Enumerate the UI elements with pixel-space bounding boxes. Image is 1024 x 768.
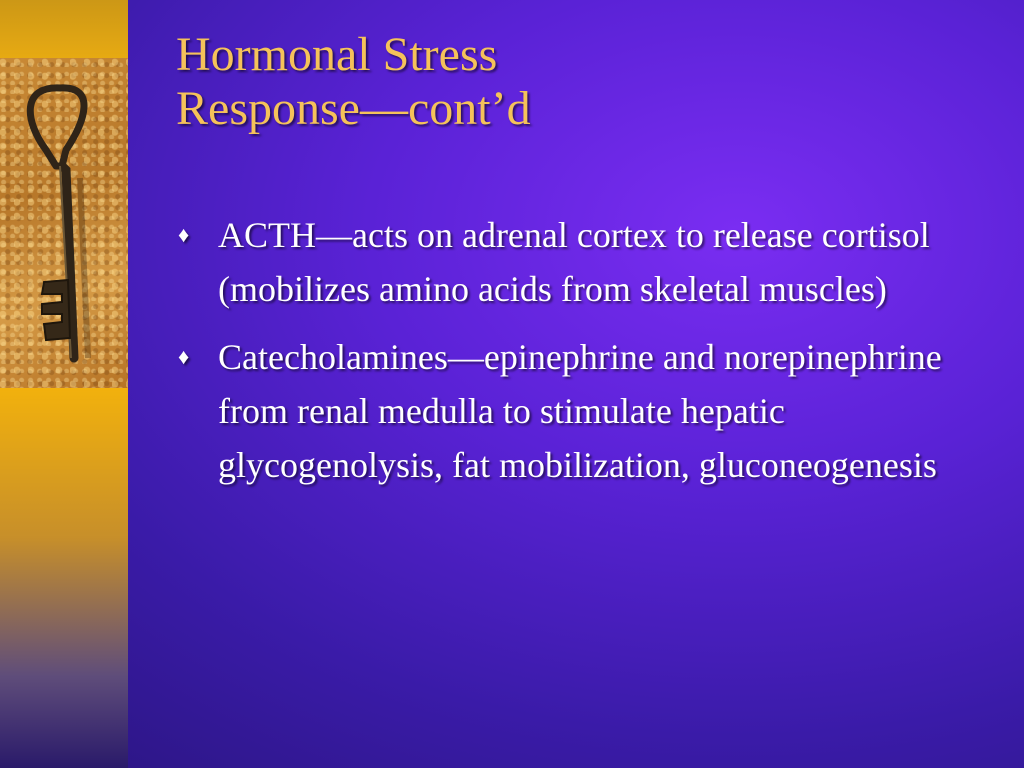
key-photo xyxy=(0,58,128,388)
bullet-item xyxy=(178,208,968,316)
old-key-icon xyxy=(0,58,128,388)
diamond-bullet-icon: ♦ xyxy=(178,222,190,247)
slide-title xyxy=(176,28,531,136)
bullet-list xyxy=(178,208,968,506)
bullet-item xyxy=(178,330,968,492)
title-line: Hormonal Stress xyxy=(176,28,498,81)
diamond-bullet-icon: ♦ xyxy=(178,344,190,369)
bullet-text: ACTH—acts on adrenal cortex to release cortisol (mobilizes amino acids from skeletal muscles) xyxy=(218,215,930,309)
left-bar-top-shade xyxy=(0,0,128,60)
bullet-text: Catecholamines—epinephrine and norepinephrine from renal medulla to stimulate hepatic glycogenolysis, fat mobilization, gluconeogenesis xyxy=(218,337,942,485)
title-line: Response—cont’d xyxy=(176,82,531,135)
